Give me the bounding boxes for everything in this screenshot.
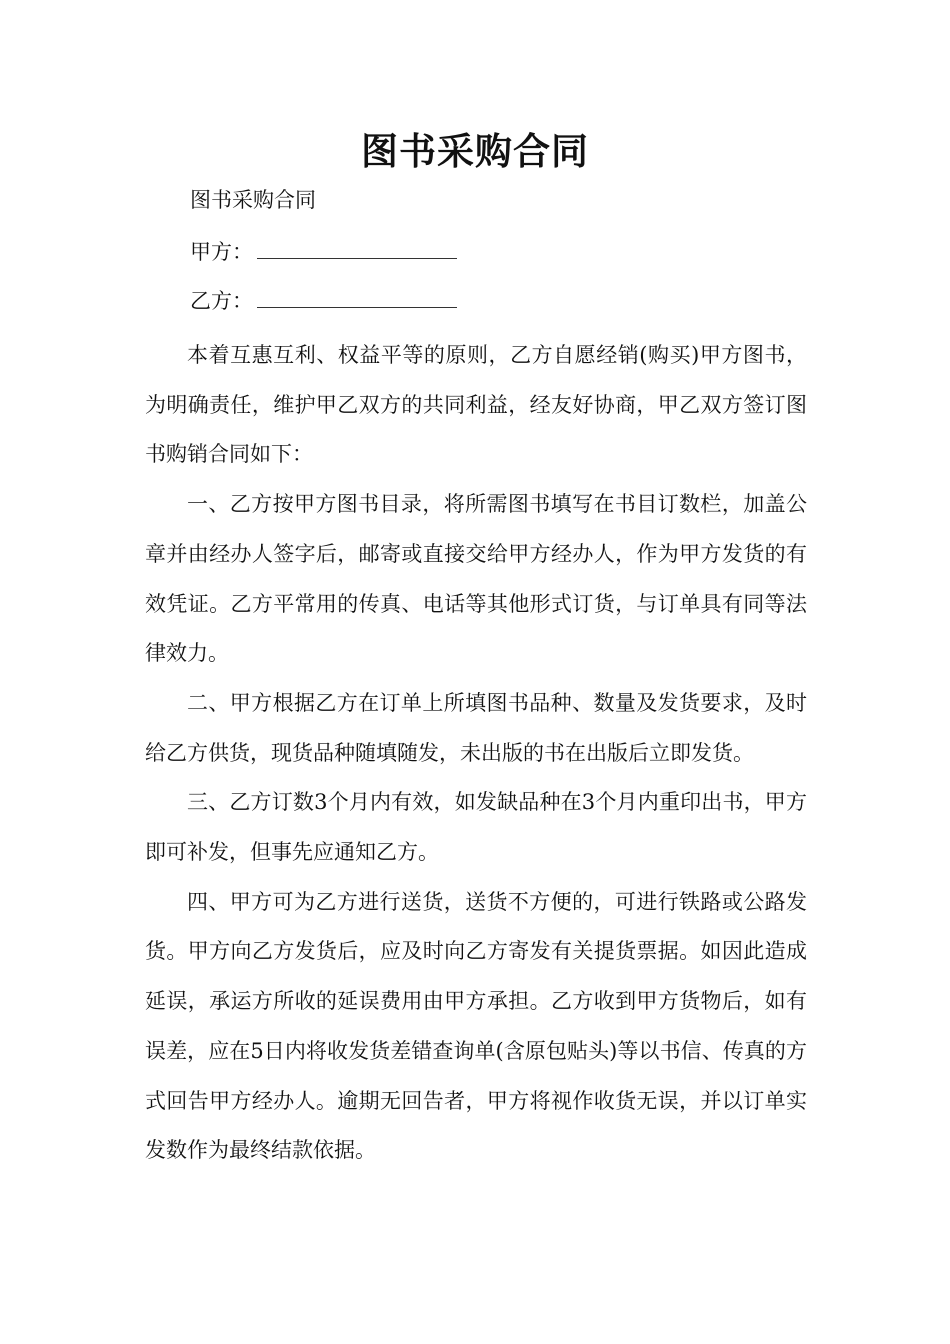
- paragraph-clause-1: 一、乙方按甲方图书目录，将所需图书填写在书目订数栏，加盖公章并由经办人签字后，邮寄或直接交给甲方经办人，作为甲方发货的有效凭证。乙方平常用的传真、电话等其他形式订货，与订单具有同等法律效力。: [145, 492, 807, 666]
- party-a-blank: [257, 238, 457, 259]
- paragraph-preamble: 本着互惠互利、权益平等的原则，乙方自愿经销(购买)甲方图书，为明确责任，维护甲乙双方的共同利益，经友好协商，甲乙双方签订图书购销合同如下：: [145, 343, 807, 467]
- document-title: 图书采购合同: [361, 130, 589, 173]
- document-subtitle: 图书采购合同: [190, 188, 316, 212]
- paragraph-clause-2: 二、甲方根据乙方在订单上所填图书品种、数量及发货要求，及时给乙方供货，现货品种随填随发，未出版的书在出版后立即发货。: [145, 690, 807, 765]
- party-a-line: [190, 238, 457, 266]
- party-b-blank: [257, 287, 457, 308]
- party-b-line: [190, 287, 457, 315]
- contract-body: [145, 331, 807, 1176]
- paragraph-clause-4: 四、甲方可为乙方进行送货，送货不方便的，可进行铁路或公路发货。甲方向乙方发货后，应及时向乙方寄发有关提货票据。如因此造成延误，承运方所收的延误费用由甲方承担。乙方收到甲方货物后，如有误差，应在5日内将收发货差错查询单(含原包贴头)等以书信、传真的方式回告甲方经办人。逾期无回告者，甲方将视作收货无误，并以订单实发数作为最终结款依据。: [145, 889, 807, 1163]
- party-b-label: 乙方：: [190, 289, 253, 313]
- paragraph-clause-3: 三、乙方订数3个月内有效，如发缺品种在3个月内重印出书，甲方即可补发，但事先应通知乙方。: [145, 790, 807, 865]
- party-a-label: 甲方：: [190, 240, 253, 264]
